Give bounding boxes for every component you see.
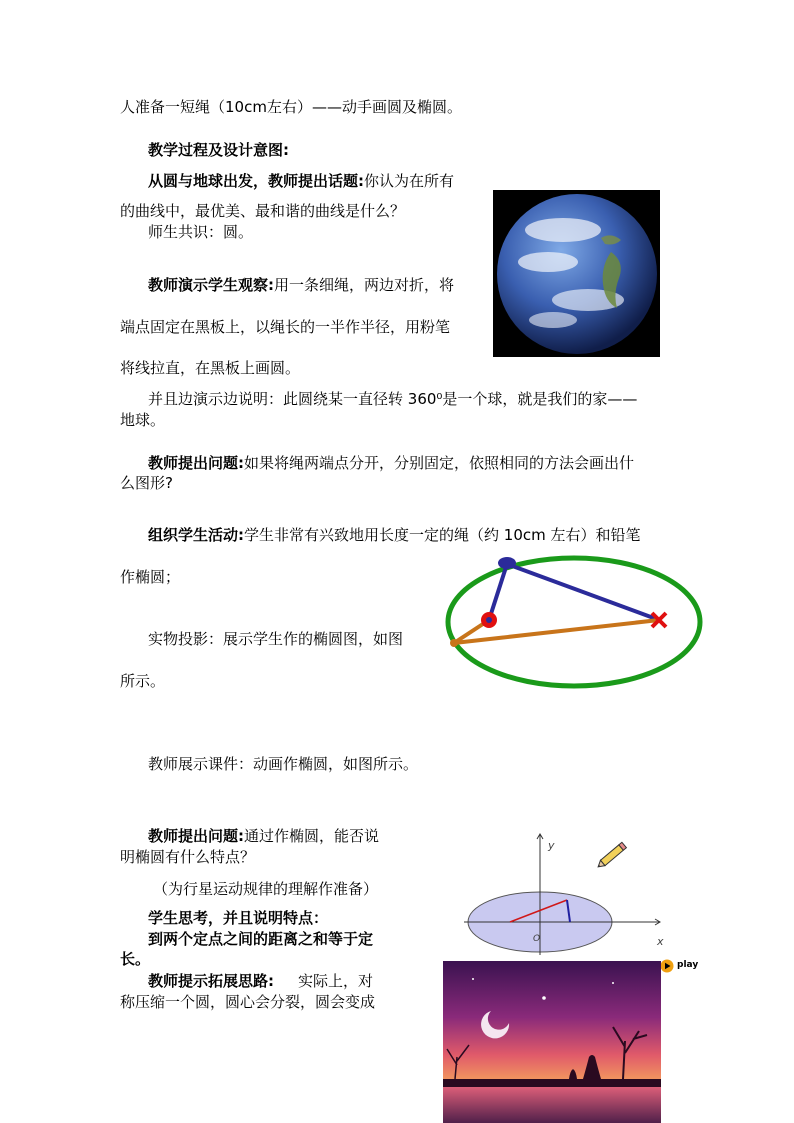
text-line: 所示。 [120,672,166,690]
text-run: 如果将绳两端点分开，分别固定，依照相同的方法会画出什 [244,454,635,472]
text-line: 作椭圆； [120,568,181,586]
earth-photo [493,190,660,357]
play-icon[interactable] [660,958,674,972]
text-line: 实物投影：展示学生作的椭圆图，如图 [148,630,404,648]
text-line [148,525,641,545]
text-run: 实际上，对 [298,972,374,990]
text-run: 通过作椭圆，能否说 [244,827,380,845]
text-line: 端点固定在黑板上，以绳长的一半作半径，用粉笔 [120,318,451,336]
text-line: 的曲线中，最优美、最和谐的曲线是什么？ [120,202,406,220]
ellipse-drawing-figure [444,553,706,693]
text-line [148,453,634,473]
night-scene-photo [443,961,661,1123]
animated-ellipse-figure [462,830,674,958]
text-line: 师生共识：圆。 [148,223,254,241]
text-line [148,971,373,991]
section-heading: 教学过程及设计意图: [148,141,289,159]
text-line [148,826,379,846]
text-line: 到两个定点之间的距离之和等于定 [148,930,374,948]
bold-lead: 教师提出问题: [148,827,244,845]
text-run: 学生非常有兴致地用长度一定的绳（约 10cm 左右）和铅笔 [244,526,641,544]
text-line: 并且边演示边说明：此圆绕某一直径转 360⁰是一个球，就是我们的家—— [148,390,638,408]
text-line: 称压缩一个圆，圆心会分裂，圆会变成 [120,993,376,1011]
bold-lead: 教师提出问题: [148,454,244,472]
play-label[interactable]: play [677,960,699,970]
bold-lead: 教师演示学生观察: [148,276,274,294]
bold-lead: 组织学生活动: [148,526,244,544]
text-line: 明椭圆有什么特点？ [120,848,256,866]
x-axis-label: x [657,935,664,948]
text-run: 用一条细绳，两边对折，将 [274,276,455,294]
bold-lead: 教师提示拓展思路: [148,972,274,990]
text-line: 人准备一短绳（10cm左右）——动手画圆及椭圆。 [120,98,462,116]
text-line: （为行星运动规律的理解作准备） [153,880,379,898]
y-axis-label: y [548,839,555,852]
bold-lead: 从圆与地球出发，教师提出话题: [148,172,365,190]
text-line: 教师展示课件：动画作椭圆，如图所示。 [148,755,419,773]
pencil-icon [594,836,632,874]
text-line: 长。 [120,950,151,968]
text-line: 学生思考，并且说明特点： [148,909,329,927]
text-run: 你认为在所有 [364,172,455,190]
text-line: 将线拉直，在黑板上画圆。 [120,359,301,377]
text-line [148,171,454,191]
origin-label: O [533,934,541,944]
text-line: 地球。 [120,411,166,429]
text-line: 么图形? [120,474,173,492]
text-line [148,275,454,295]
